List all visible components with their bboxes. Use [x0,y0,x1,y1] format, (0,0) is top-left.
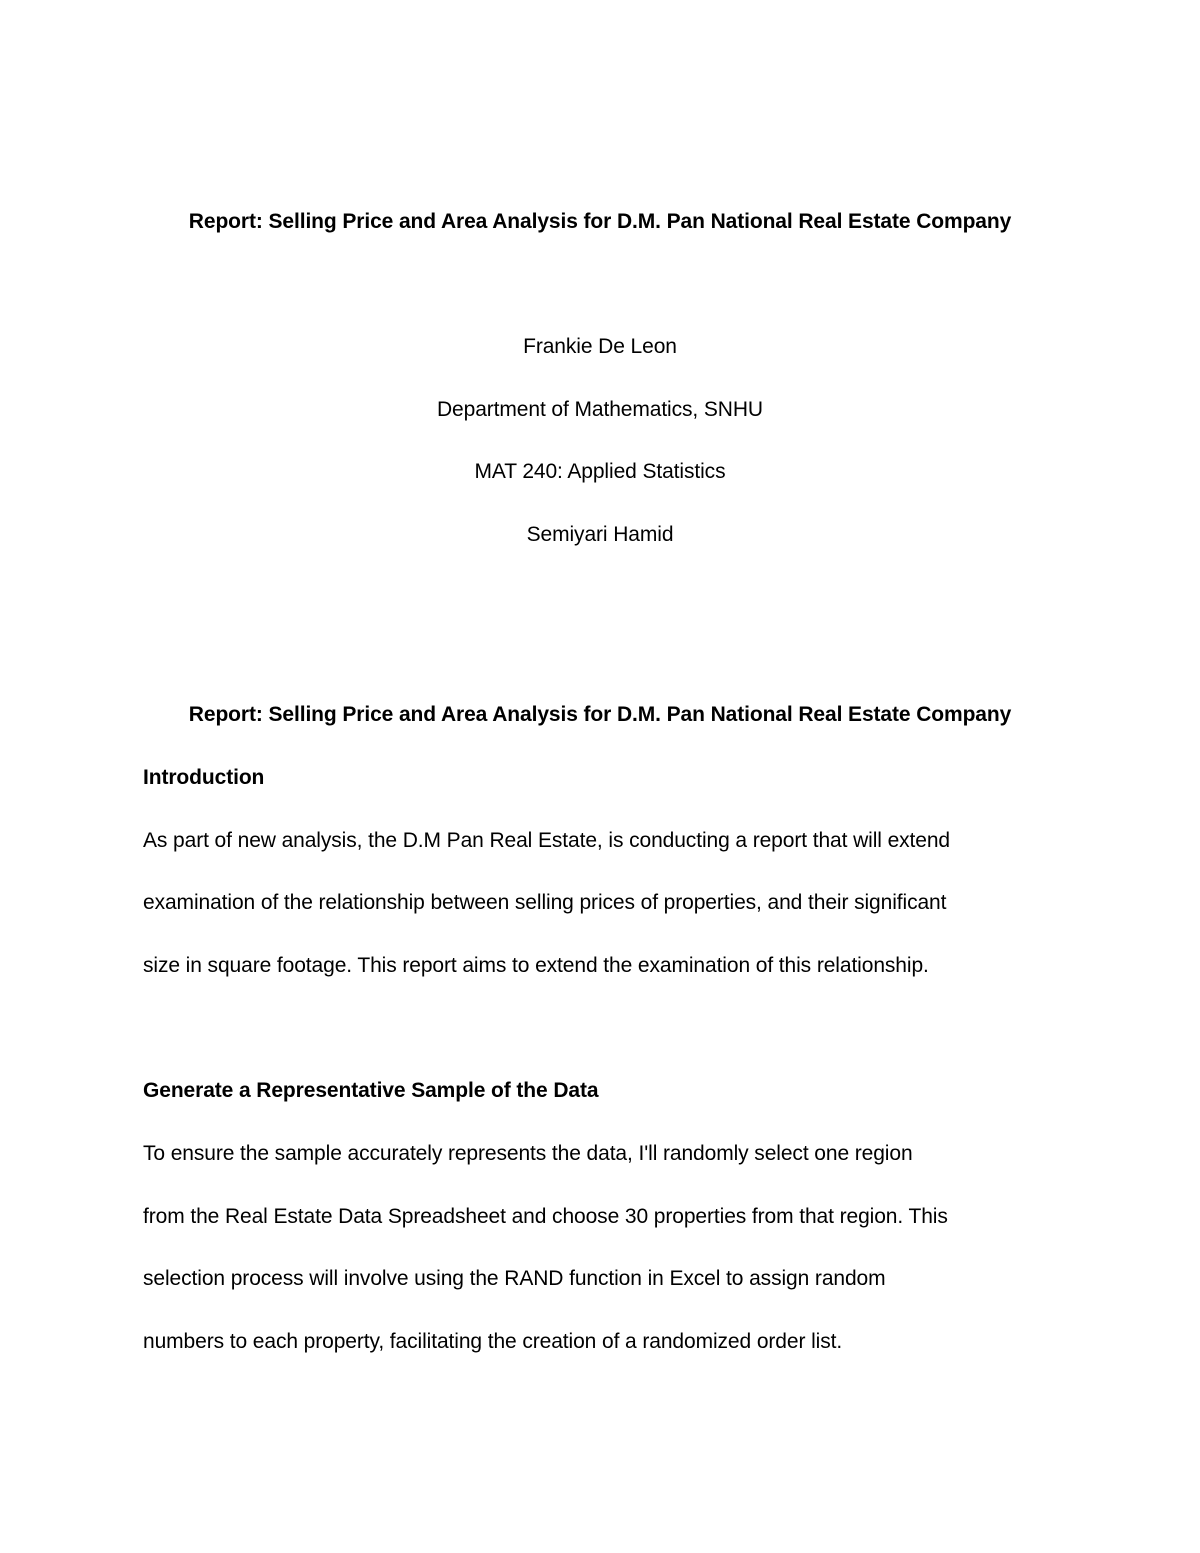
instructor-name: Semiyari Hamid [526,523,674,546]
author-name: Frankie De Leon [523,335,677,358]
sample-line: selection process will involve using the RAND function in Excel to assign random [143,1267,886,1290]
sample-line: numbers to each property, facilitating the creation of a randomized order list. [143,1330,843,1353]
sample-heading: Generate a Representative Sample of the Data [143,1079,599,1102]
introduction-line: examination of the relationship between selling prices of properties, and their significant [143,891,947,914]
course-name: MAT 240: Applied Statistics [474,460,726,483]
introduction-line: size in square footage. This report aims to extend the examination of this relationship. [143,954,929,977]
introduction-heading: Introduction [143,766,265,789]
body-title: Report: Selling Price and Area Analysis for D.M. Pan National Real Estate Company [188,703,1012,726]
title-page-title: Report: Selling Price and Area Analysis for D.M. Pan National Real Estate Company [188,210,1012,233]
department: Department of Mathematics, SNHU [436,398,763,421]
introduction-line: As part of new analysis, the D.M Pan Real Estate, is conducting a report that will extend [143,829,951,852]
sample-line: To ensure the sample accurately represents the data, I'll randomly select one region [143,1142,913,1165]
sample-line: from the Real Estate Data Spreadsheet and choose 30 properties from that region. This [143,1205,948,1228]
